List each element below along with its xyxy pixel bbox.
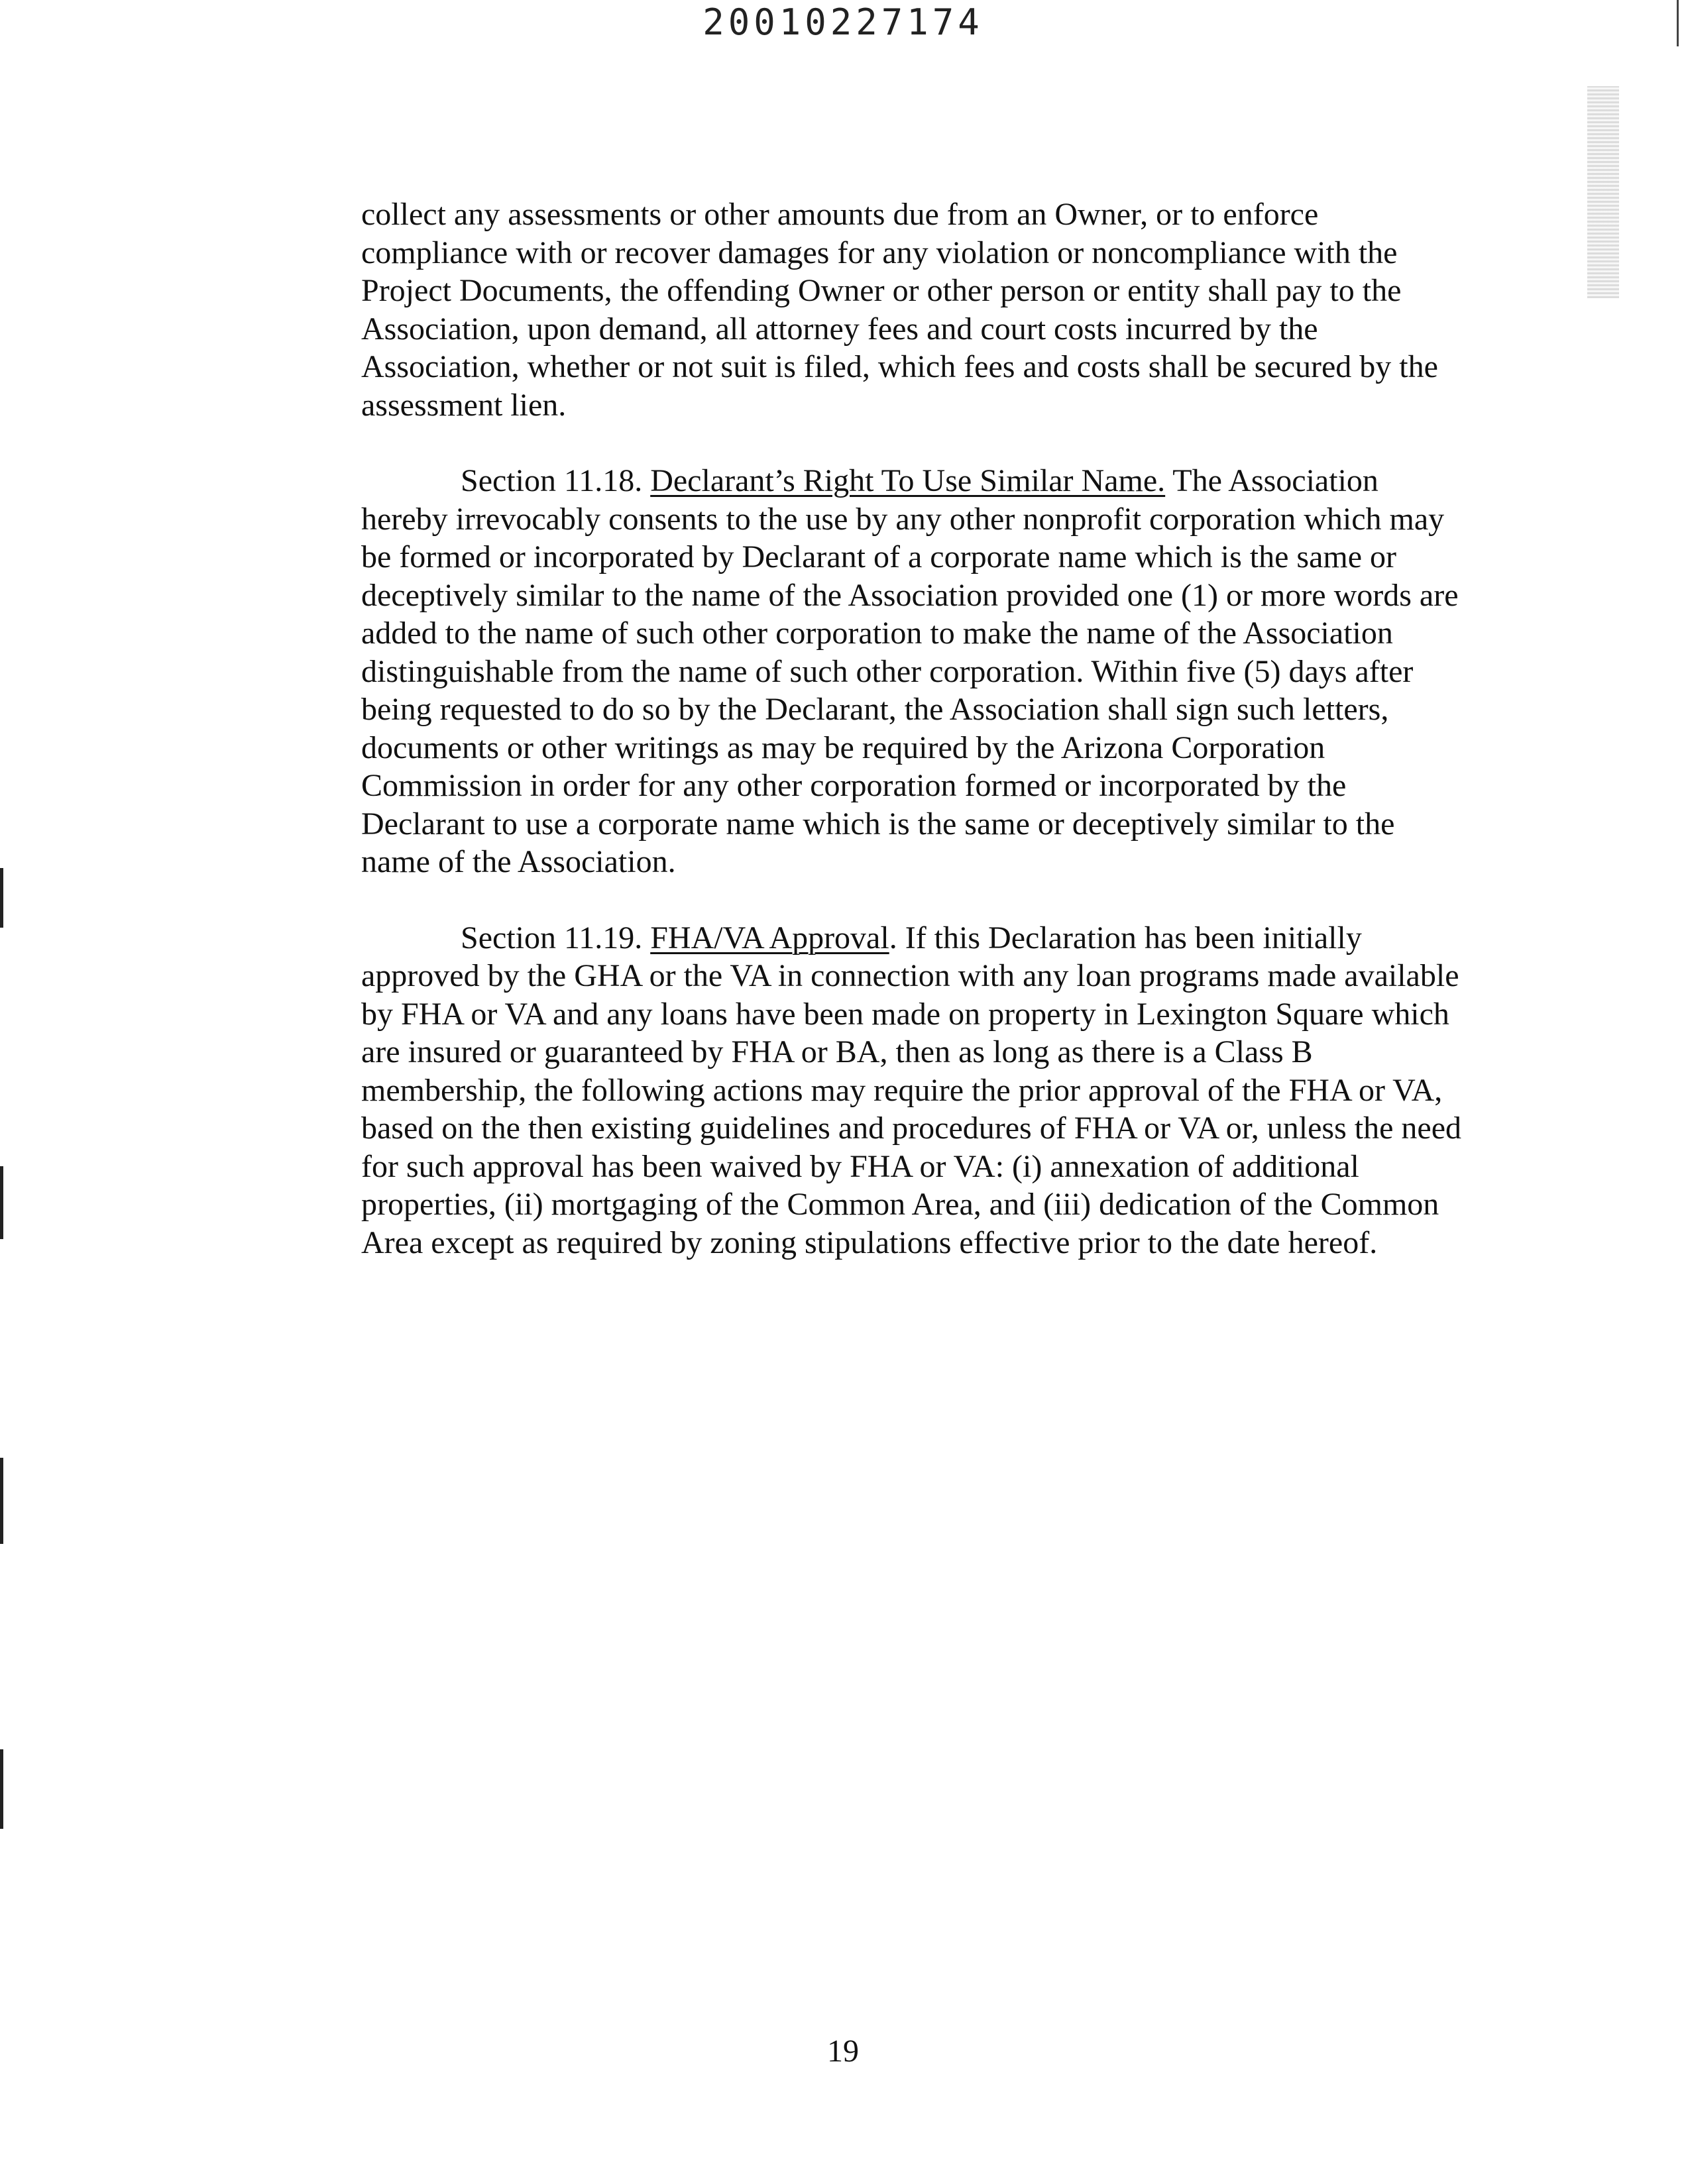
- document-number: 20010227174: [702, 1, 984, 43]
- section-heading: Declarant’s Right To Use Similar Name.: [650, 463, 1166, 498]
- scan-margin-mark: [0, 1166, 3, 1239]
- section-number: Section 11.18.: [461, 463, 643, 498]
- page-number: 19: [827, 2034, 859, 2069]
- page-edge-mark: [1677, 0, 1679, 46]
- paragraph-text: The Association hereby irrevocably consents to the use by any other nonprofit corporation which may be formed or incorporated by Declarant of a corporate name which is the same or deceptively similar to the name of the Association provided one (1) or more words are added to the name of such other corporation to make the name of the Association distinguishable from the name of such other corporation. Within five (5) days after being requested to do so by the Declarant, the Association shall sign such letters, documents or other writings as may be required by the Arizona Corporation Commission in order for any other corporation formed or incorporated by the Declarant to use a corporate name which is the same or deceptively similar to the name of the Association.: [361, 463, 1459, 879]
- document-body: [361, 195, 1461, 1262]
- scan-margin-mark: [0, 1749, 3, 1829]
- scan-margin-mark: [0, 1458, 3, 1544]
- paragraph-continuation: [361, 195, 1461, 424]
- paragraph-text: If this Declaration has been initially approved by the GHA or the VA in connection with any loan programs made available by FHA or VA and any loans have been made on property in Lexington Square which are insured or guaranteed by FHA or BA, then as long as there is a Class B membership, the following actions may require the prior approval of the FHA or VA, based on the then existing guidelines and procedures of FHA or VA or, unless the need for such approval has been waived by FHA or VA: (i) annexation of additional properties, (ii) mortgaging of the Common Area, and (iii) dedication of the Common Area except as required by zoning stipulations effective prior to the date hereof.: [361, 920, 1462, 1260]
- section-heading: FHA/VA Approval: [650, 920, 889, 956]
- paragraph-section-11-18: [361, 462, 1461, 881]
- section-number: Section 11.19.: [461, 920, 643, 956]
- recording-stamp-mark: [1587, 86, 1619, 298]
- paragraph-text: collect any assessments or other amounts due from an Owner, or to enforce compliance with or recover damages for any violation or noncompliance with the Project Documents, the offending Owner or other person or entity shall pay to the Association, upon demand, all attorney fees and court costs incurred by the Association, whether or not suit is filed, which fees and costs shall be secured by the assessment lien.: [361, 197, 1438, 423]
- paragraph-section-11-19: Section 11.19. FHA/VA Approval. If this Declaration has been initially approved by the GHA or the VA in connection with any loan programs made available by FHA or VA and any loans have been made on property in Lexington Square which are insured or guaranteed by FHA or BA, then as long as there is a Class B membership, the following actions may require the prior approval of the FHA or VA, based on the then existing guidelines and procedures of FHA or VA or, unless the need for such approval has been waived by FHA or VA: (i) annexation of additional properties, (ii) mortgaging of the Common Area, and (iii) dedication of the Common Area except as required by zoning stipulations effective prior to the date hereof.: [361, 920, 1462, 1260]
- scan-margin-mark: [0, 868, 3, 928]
